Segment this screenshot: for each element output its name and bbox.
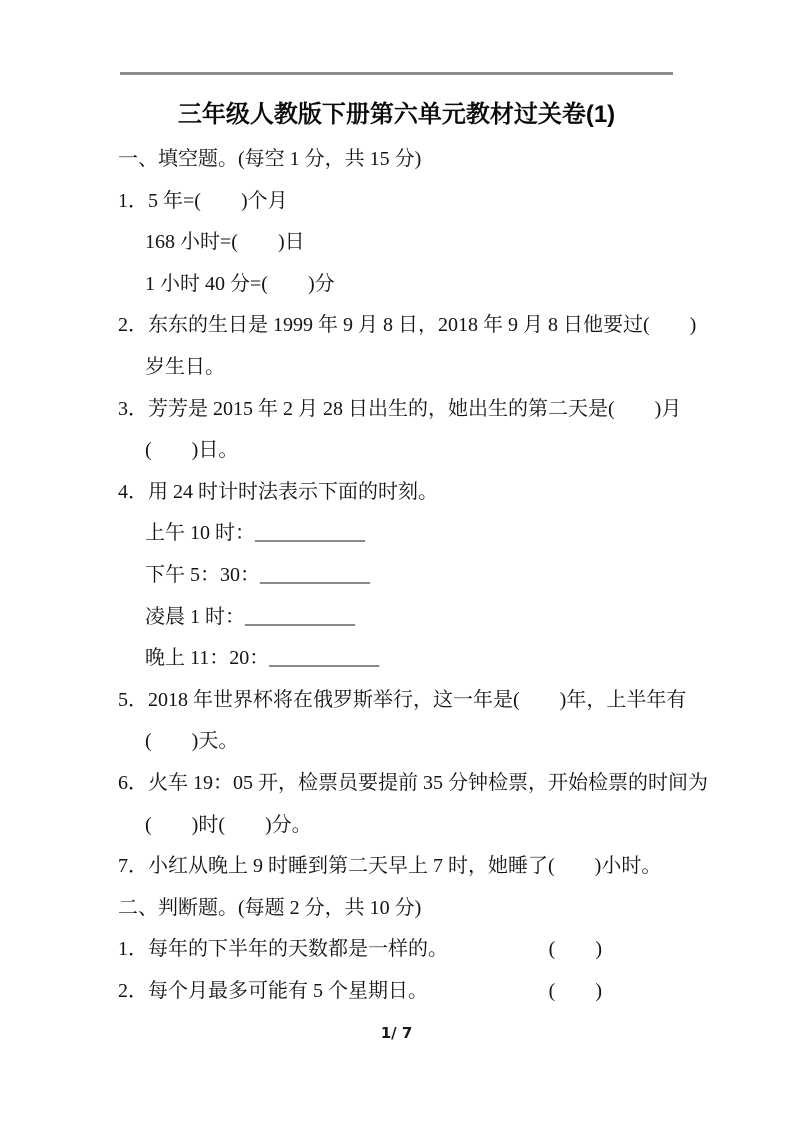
question-2-line-1: 2．东东的生日是 1999 年 9 月 8 日，2018 年 9 月 8 日他要过( ) [118,314,697,337]
question-4-blank-1: 上午 10 时：___________ [145,522,365,545]
question-1-line-2: 168 小时=( )日 [145,231,305,254]
question-3-line-2: ( )日。 [145,439,239,462]
judgment-row-2 [118,971,675,1013]
question-2-line-2: 岁生日。 [145,355,225,378]
page-title: 三年级人教版下册第六单元教材过关卷(1) [177,101,616,128]
question-4-blank-3: 凌晨 1 时：___________ [145,605,355,628]
question-6-line-1: 6．火车 19：05 开，检票员要提前 35 分钟检票，开始检票的时间为 [118,771,708,794]
judgment-1-text: 1．每年的下半年的天数都是一样的。 [118,938,448,961]
header-rule [120,72,673,75]
question-7-line-1: 7．小红从晚上 9 时睡到第二天早上 7 时，她睡了( )小时。 [118,855,662,878]
question-4-blank-2: 下午 5：30：___________ [145,563,370,586]
test-body [118,139,708,1012]
judgment-1-parens: ( ) [548,938,602,961]
question-3-line-1: 3．芳芳是 2015 年 2 月 28 日出生的，她出生的第二天是( )月 [118,397,682,420]
judgment-2-parens: ( ) [548,979,602,1002]
question-1-line-3: 1 小时 40 分=( )分 [145,272,335,295]
section-2-heading: 二、判断题。(每题 2 分，共 10 分) [118,896,422,919]
question-5-line-1: 5．2018 年世界杯将在俄罗斯举行，这一年是( )年，上半年有 [118,688,687,711]
section-1-heading: 一、填空题。(每空 1 分，共 15 分) [118,148,422,170]
page-number: 1/ 7 [380,1024,413,1042]
question-4-line-1: 4．用 24 时计时法表示下面的时刻。 [118,480,438,503]
question-6-line-2: ( )时( )分。 [145,813,312,836]
judgment-2-text: 2．每个月最多可能有 5 个星期日。 [118,979,428,1002]
question-1-line-1: 1．5 年=( )个月 [118,189,288,212]
question-4-blank-4: 晚上 11：20：___________ [145,647,380,670]
question-5-line-2: ( )天。 [145,730,239,753]
judgment-row-1 [118,929,675,971]
